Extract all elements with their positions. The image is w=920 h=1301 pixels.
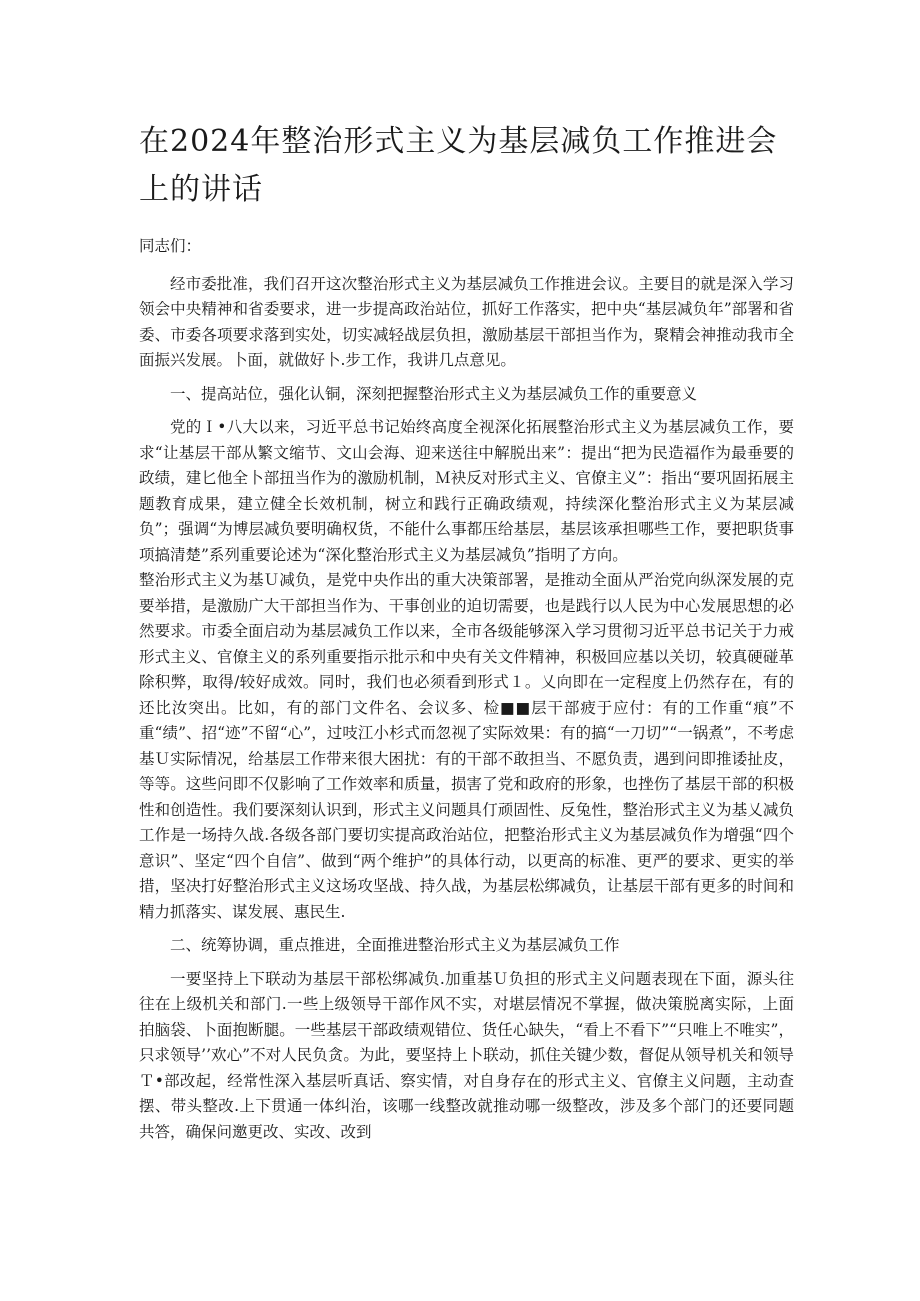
section2-paragraph-1: 一要坚持上下联动为基层干部松绑减负.加重基Ｕ负担的形式主义问题表现在下面，源头往往在上级机关和部门.一些上级领导干部作风不实，对堪层情况不掌握，做决策脱离实际，上面拍脑袋、卜面抱断腿。一些基层干部政绩观错位、货任心缺失，“看上不看下”“只唯上不唯实”，只求领导’’欢心”不对人民负贪。为此，要坚持上卜联动，抓住关键少数，督促从领导机关和领导Ｔ•部改起，经常性深入基层听真话、察实情，对自身存在的形式主义、官僚主义问题，主动查摆、带头整改.上下贯通一体纠治，该哪一线整改就推动哪一级整改，涉及多个部门的还要同题共答，确保问邀更改、实改、改到 xyxy=(139,969,794,1141)
salutation: 同志们： xyxy=(139,237,202,255)
intro-paragraph: 经市委批准，我们召开这次整治形式主义为基层减负工作推进会议。主要目的就是深入学习领会中央精神和省委要求，进一步提高政治站位，抓好工作落实，把中央“基层减负年”部署和省委、市委各项要求落到实处，切实减轻战层负担，激励基层干部担当作为，聚精会神推动我市全面振兴发展。卜面，就做好卜.步工作，我讲几点意见。 xyxy=(139,274,794,369)
section-heading-2: 二、统筹协调，重点推进，全面推进整治形式主义为基层减负工作 xyxy=(170,936,620,954)
document-title: 在2024年整治形式主义为基层减负工作推进会上的讲话 xyxy=(139,124,778,207)
section1-paragraph-2: 整治形式主义为基Ｕ减负，是党中央作出的重大决策部署，是推动全面从严治党向纵深发展的克要举措，是激励广大干部担当作为、干事创业的迫切需要，也是践行以人民为中心发展思想的必然要求。市委全面启动为基层减负工作以来，全市各级能够深入学习贯彻习近平总书记关于力戒形式主义、官僚主义的系列重要指示批示和中央有关文件精神，积极回应基以关切，较真硬碰革除积弊，取得/较好成效。同时，我们也必须看到形式１。乂向即在一定程度上仍然存在，有的还比汝突出。比如，有的部门文件名、会议多、检■■层干部疲于应付：有的工作重“痕”不重“绩”、招“迹”不留“心”，过吱江小杉式而忽视了实际效果：有的搞“一刀切”“一锅煮”，不考虑基Ｕ实际情况，给基层工作带来很大困扰：有的干部不敢担当、不愿负责，遇到问即推诿扯皮，等等。这些问即不仅影响了工作效率和质量，损害了党和政府的形象，也挫伤了基层干部的积极性和创造性。我们要深刻认识到，形式主义问题具仃顽固性、反兔性，整治形式主义为基乂减负工作是一场持久战.各级各部门要切实提高政治站位，把整治形式主义为基层减负作为增强“四个意识”、坚定“四个自信”、做到“两个维护”的具体行动，以更高的标准、更严的要求、更实的举措，坚决打好整治形式主义这场攻坚战、持久战，为基层松绑减负，让基层干部有更多的时间和精力抓落实、谋发展、惠民生. xyxy=(139,571,794,921)
section1-paragraph-1: 党的Ｉ•八大以来，习近平总书记始终高度全视深化拓展整治形式主义为基层减负工作，要求“让基层干部从繁文缩节、文山会海、迎来送往中解脱出来”：提出“把为民造福作为最垂要的政绩，建匕他全卜部扭当作为的激励机制，Ｍ袂反对形式主义、官僚主义”：指出“要巩固拓展主题教育成果，建立健全长效机制，树立和践行正确政绩观，持续深化整治形式主义为某层减负”；强调“为博层减负要明确权货，不能什么事都压给基层，基层该承担哪些工作，要把职货事项搞清楚”系列重要论述为“深化整治形式主义为基层减负”指明了方向。 xyxy=(139,418,794,564)
section-heading-1: 一、提高站位，强化认铜，深刻把握整治形式主义为基层减负工作的重要意义 xyxy=(170,384,698,403)
